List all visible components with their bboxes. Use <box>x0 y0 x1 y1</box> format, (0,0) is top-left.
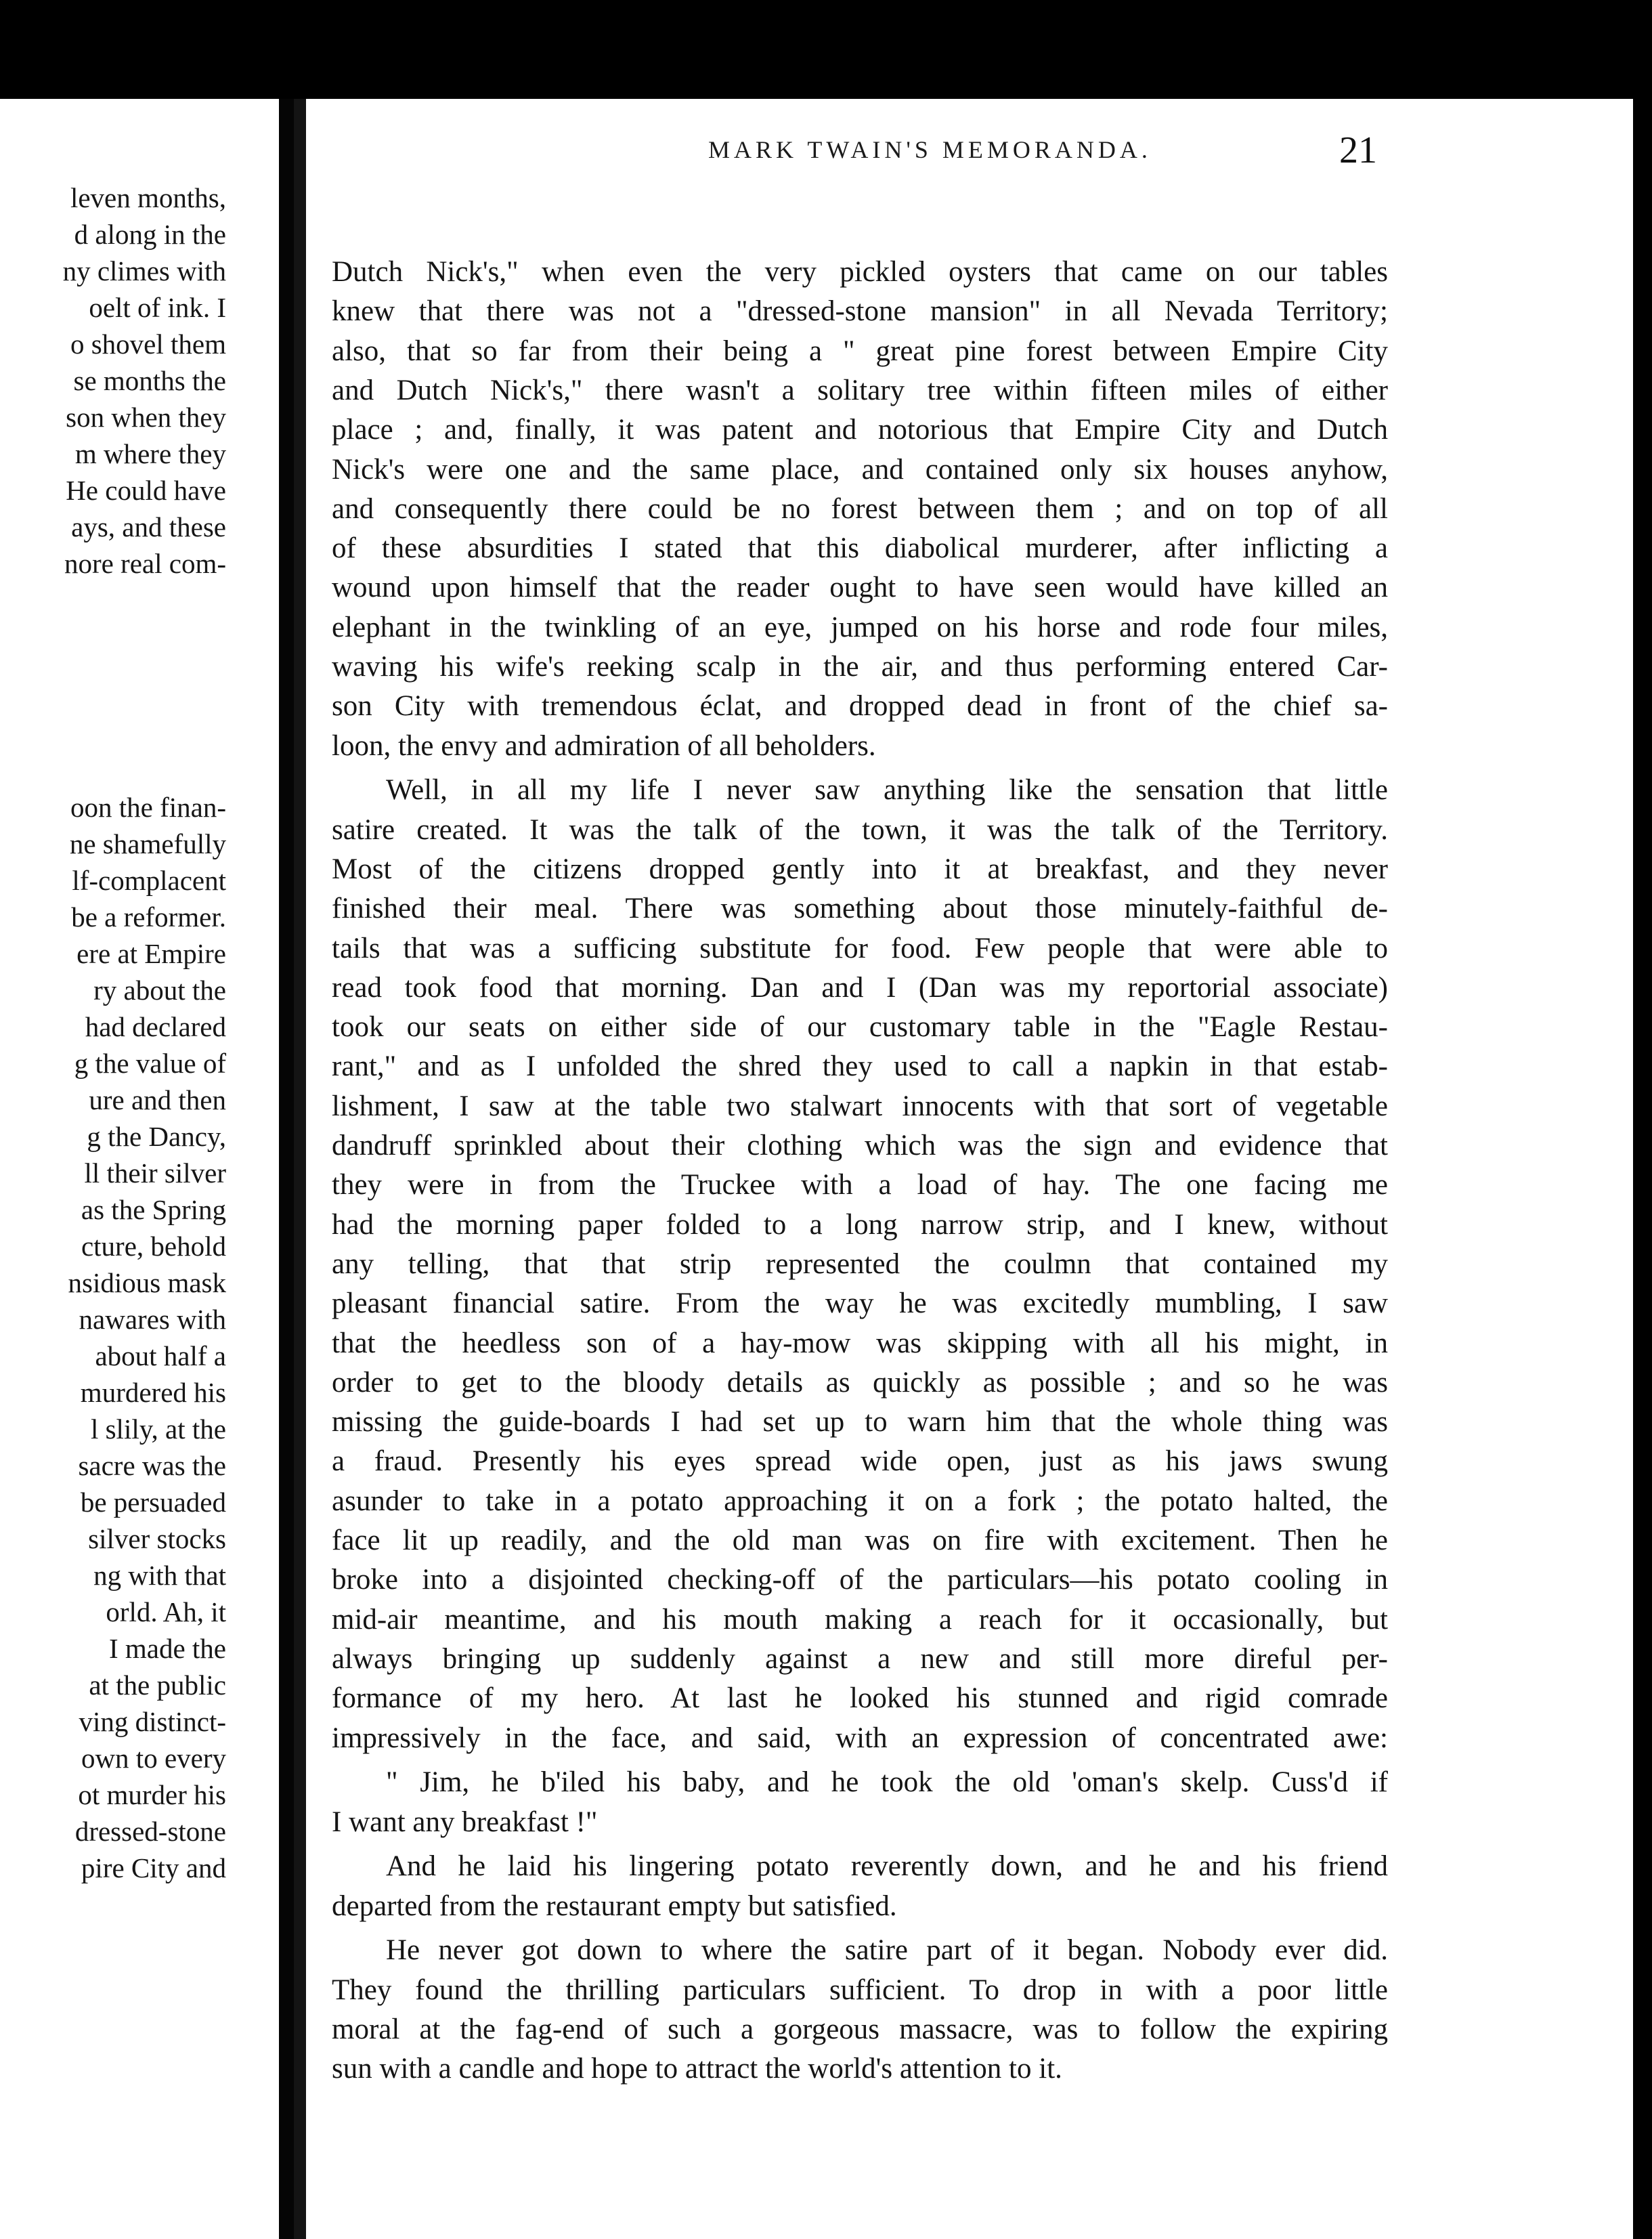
text-line: always bringing up suddenly against a new and still more direful per- <box>332 1642 1388 1675</box>
left-page-line: leven months, <box>70 182 226 213</box>
left-page-line: be persuaded <box>80 1487 226 1518</box>
left-page-line: had declared <box>85 1011 226 1042</box>
text-line: that the heedless son of a hay-mow was skipping with all his might, in <box>332 1327 1388 1359</box>
text-line: read took food that morning. Dan and I (Dan was my reportorial associate) <box>332 971 1388 1004</box>
left-page-line: ry about the <box>93 975 226 1006</box>
text-line: dandruff sprinkled about their clothing which was the sign and evidence that <box>332 1130 1388 1162</box>
text-line: wound upon himself that the reader ought to have seen would have killed an <box>332 572 1388 604</box>
text-line: they were in from the Truckee with a load of hay. The one facing me <box>332 1169 1388 1201</box>
text-line: He never got down to where the satire part of it began. Nobody ever did. <box>386 1934 1388 1967</box>
text-line: pleasant financial satire. From the way he was excitedly mumbling, I saw <box>332 1287 1388 1320</box>
text-line: of these absurdities I stated that this diabolical murderer, after inflicting a <box>332 532 1388 565</box>
book-gutter <box>279 99 294 2239</box>
text-line: I want any breakfast !" <box>332 1806 598 1838</box>
text-line: moral at the fag-end of such a gorgeous massacre, was to follow the expiring <box>332 2013 1388 2045</box>
text-line: took our seats on either side of our customary table in the "Eagle Restau- <box>332 1011 1388 1044</box>
text-line: satire created. It was the talk of the town, it was the talk of the Territory. <box>332 813 1388 846</box>
left-page-line: as the Spring <box>81 1194 226 1225</box>
text-line: Dutch Nick's," when even the very pickled oysters that came on our tables <box>332 256 1388 288</box>
text-line: rant," and as I unfolded the shred they used to call a napkin in that estab- <box>332 1050 1388 1083</box>
page-number: 21 <box>1339 129 1377 171</box>
text-line: sun with a candle and hope to attract the world's attention to it. <box>332 2053 1062 2085</box>
text-line: finished their meal. There was something about those minutely-faithful de- <box>332 893 1388 925</box>
text-line: knew that there was not a "dressed-stone mansion" in all Nevada Territory; <box>332 295 1388 328</box>
page-spine-shadow <box>294 99 306 2239</box>
running-head: MARK TWAIN'S MEMORANDA. <box>708 136 1152 163</box>
text-line: impressively in the face, and said, with an expression of concentrated awe: <box>332 1722 1388 1754</box>
left-page-line: nawares with <box>79 1304 226 1335</box>
left-page-line: about half a <box>95 1340 226 1371</box>
left-page-line: nsidious mask <box>68 1267 226 1298</box>
left-page-line: dressed-stone <box>74 1816 226 1847</box>
text-line: had the morning paper folded to a long narrow strip, and I knew, without <box>332 1208 1388 1241</box>
text-line: departed from the restaurant empty but satisfied. <box>332 1890 897 1922</box>
left-page-line: g the value of <box>74 1048 226 1079</box>
text-line: and consequently there could be no forest between them ; and on top of all <box>332 492 1388 525</box>
left-page-line: cture, behold <box>81 1231 226 1262</box>
left-page-line: be a reformer. <box>71 901 226 933</box>
left-page-line: ot murder his <box>78 1779 226 1810</box>
left-page-line: own to every <box>81 1743 226 1774</box>
left-page-line: l slily, at the <box>90 1413 226 1445</box>
left-page-line: oon the finan- <box>70 792 226 823</box>
text-line: tails that was a sufficing substitute for food. Few people that were able to <box>332 932 1388 964</box>
left-page-fragment <box>0 99 279 2239</box>
left-page-line: ere at Empire <box>77 938 226 969</box>
left-page-line: I made the <box>108 1633 226 1664</box>
left-page-line: son when they <box>66 402 226 433</box>
text-line: order to get to the bloody details as quickly as possible ; and so he was <box>332 1366 1388 1399</box>
text-line: And he laid his lingering potato reverently down, and he and his friend <box>386 1850 1388 1883</box>
text-line: a fraud. Presently his eyes spread wide open, just as his jaws swung <box>332 1445 1388 1478</box>
text-line: Well, in all my life I never saw anything like the sensation that little <box>386 774 1388 807</box>
text-line: and Dutch Nick's," there wasn't a solitary tree within fifteen miles of either <box>332 374 1388 406</box>
text-line: mid-air meantime, and his mouth making a reach for it occasionally, but <box>332 1603 1388 1636</box>
text-line: Nick's were one and the same place, and contained only six houses anyhow, <box>332 453 1388 486</box>
left-page-line: ving distinct- <box>79 1706 226 1737</box>
text-line: formance of my hero. At last he looked his stunned and rigid comrade <box>332 1682 1388 1715</box>
left-page-line: He could have <box>66 475 226 506</box>
left-page-line: ays, and these <box>71 511 226 542</box>
left-page-line: ure and then <box>89 1084 226 1115</box>
left-page-line: murdered his <box>80 1377 226 1408</box>
left-page-line: sacre was the <box>78 1450 226 1481</box>
text-line: place ; and, finally, it was patent and notorious that Empire City and Dutch <box>332 414 1388 446</box>
left-page-line: silver stocks <box>88 1523 226 1554</box>
text-line: face lit up readily, and the old man was on fire with excitement. Then he <box>332 1524 1388 1557</box>
left-page-line: oelt of ink. I <box>89 292 226 323</box>
left-page-line: o shovel them <box>70 328 226 360</box>
text-line: They found the thrilling particulars sufficient. To drop in with a poor little <box>332 1974 1388 2006</box>
left-page-line: g the Dancy, <box>87 1121 226 1152</box>
left-page-line: ll their silver <box>84 1157 226 1189</box>
text-line: " Jim, he b'iled his baby, and he took the old 'oman's skelp. Cuss'd if <box>386 1766 1388 1799</box>
left-page-line: pire City and <box>81 1852 226 1883</box>
left-page-line: ng with that <box>93 1560 226 1591</box>
left-page-line: ne shamefully <box>69 828 226 859</box>
left-page-line: lf-complacent <box>72 865 226 896</box>
left-page-line: m where they <box>74 438 226 469</box>
left-page-line: se months the <box>73 365 226 396</box>
text-line: Most of the citizens dropped gently into it at breakfast, and they never <box>332 853 1388 885</box>
left-page-line: orld. Ah, it <box>106 1596 226 1627</box>
text-line: also, that so far from their being a " great pine forest between Empire City <box>332 335 1388 367</box>
text-line: asunder to take in a potato approaching it on a fork ; the potato halted, the <box>332 1485 1388 1517</box>
left-page-line: ny climes with <box>62 255 226 286</box>
text-line: lishment, I saw at the table two stalwart innocents with that sort of vegetable <box>332 1090 1388 1122</box>
text-line: missing the guide-boards I had set up to warn him that the whole thing was <box>332 1406 1388 1438</box>
text-line: elephant in the twinkling of an eye, jumped on his horse and rode four miles, <box>332 611 1388 643</box>
text-line: waving his wife's reeking scalp in the air, and thus performing entered Car- <box>332 651 1388 683</box>
left-page-line: nore real com- <box>64 548 226 579</box>
left-page-line: at the public <box>89 1669 226 1701</box>
left-page-line: d along in the <box>74 219 226 250</box>
text-line: any telling, that that strip represented the coulmn that contained my <box>332 1248 1388 1280</box>
text-line: loon, the envy and admiration of all beholders. <box>332 729 876 762</box>
text-line: broke into a disjointed checking-off of the particulars—his potato cooling in <box>332 1564 1388 1596</box>
text-line: son City with tremendous éclat, and dropped dead in front of the chief sa- <box>332 690 1388 723</box>
